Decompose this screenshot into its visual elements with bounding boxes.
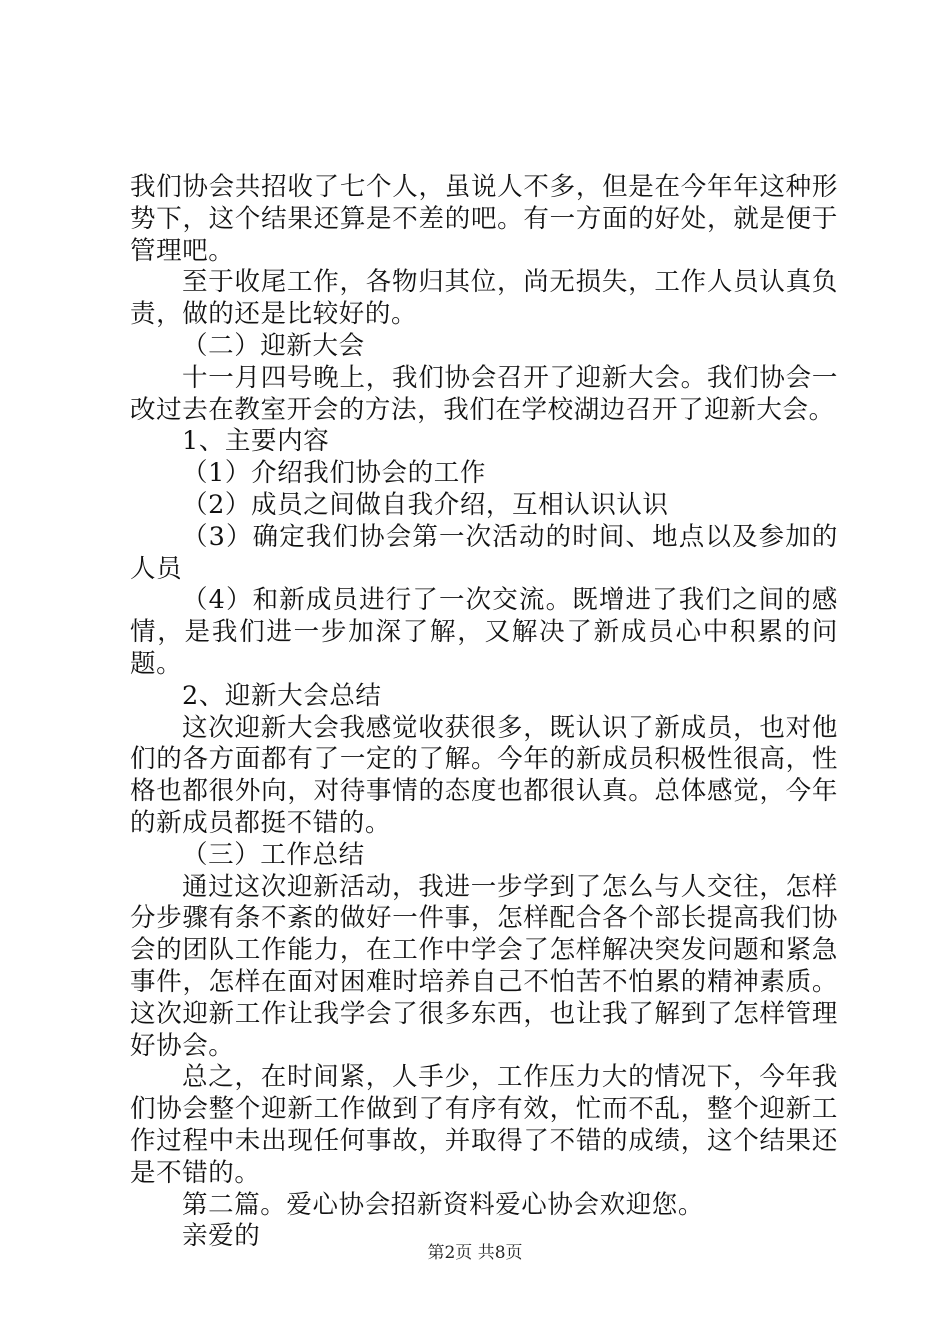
section-heading: （二）迎新大会 — [182, 330, 365, 361]
paragraph: 十一月四号晚上，我们协会召开了迎新大会。我们协会一改过去在教室开会的方法，我们在学校湖边召开了迎新大会。 — [130, 362, 838, 425]
paragraph: 总之，在时间紧，人手少，工作压力大的情况下，今年我们协会整个迎新工作做到了有序有效，忙而不乱，整个迎新工作过程中未出现任何事故，并取得了不错的成绩，这个结果还是不错的。 — [130, 1062, 838, 1188]
section-heading: （三）工作总结 — [182, 839, 365, 870]
paragraph: 通过这次迎新活动，我进一步学到了怎么与人交往，怎样分步骤有条不紊的做好一件事，怎样配合各个部长提高我们协会的团队工作能力，在工作中学会了怎样解决突发问题和紧急事件，怎样在面对困难时培养自己不怕苦不怕累的精神素质。这次迎新工作让我学会了很多东西，也让我了解到了怎样管理好协会。 — [130, 871, 838, 1061]
paragraph: 这次迎新大会我感觉收获很多，既认识了新成员，也对他们的各方面都有了一定的了解。今年的新成员积极性很高，性格也都很外向，对待事情的态度也都很认真。总体感觉，今年的新成员都挺不错的。 — [130, 712, 838, 838]
list-item: （3）确定我们协会第一次活动的时间、地点以及参加的人员 — [130, 521, 838, 584]
chapter-heading: 第二篇。爱心协会招新资料爱心协会欢迎您。 — [182, 1189, 705, 1220]
subsection-heading: 2、迎新大会总结 — [182, 680, 382, 711]
salutation: 亲爱的 — [182, 1221, 261, 1252]
list-item: （2）成员之间做自我介绍，互相认识认识 — [182, 489, 669, 520]
list-item: （1）介绍我们协会的工作 — [182, 458, 486, 489]
paragraph: 我们协会共招收了七个人，虽说人不多，但是在今年年这种形势下，这个结果还算是不差的吧。有一方面的好处，就是便于管理吧。 — [130, 172, 838, 266]
page-footer: 第2页 共8页 — [427, 1243, 523, 1263]
list-item: （4）和新成员进行了一次交流。既增进了我们之间的感情，是我们进一步加深了解，又解决了新成员心中积累的问题。 — [130, 585, 838, 679]
paragraph: 至于收尾工作，各物归其位，尚无损失，工作人员认真负责，做的还是比较好的。 — [130, 267, 838, 330]
subsection-heading: 1、主要内容 — [182, 426, 330, 457]
document-body — [130, 172, 838, 1253]
